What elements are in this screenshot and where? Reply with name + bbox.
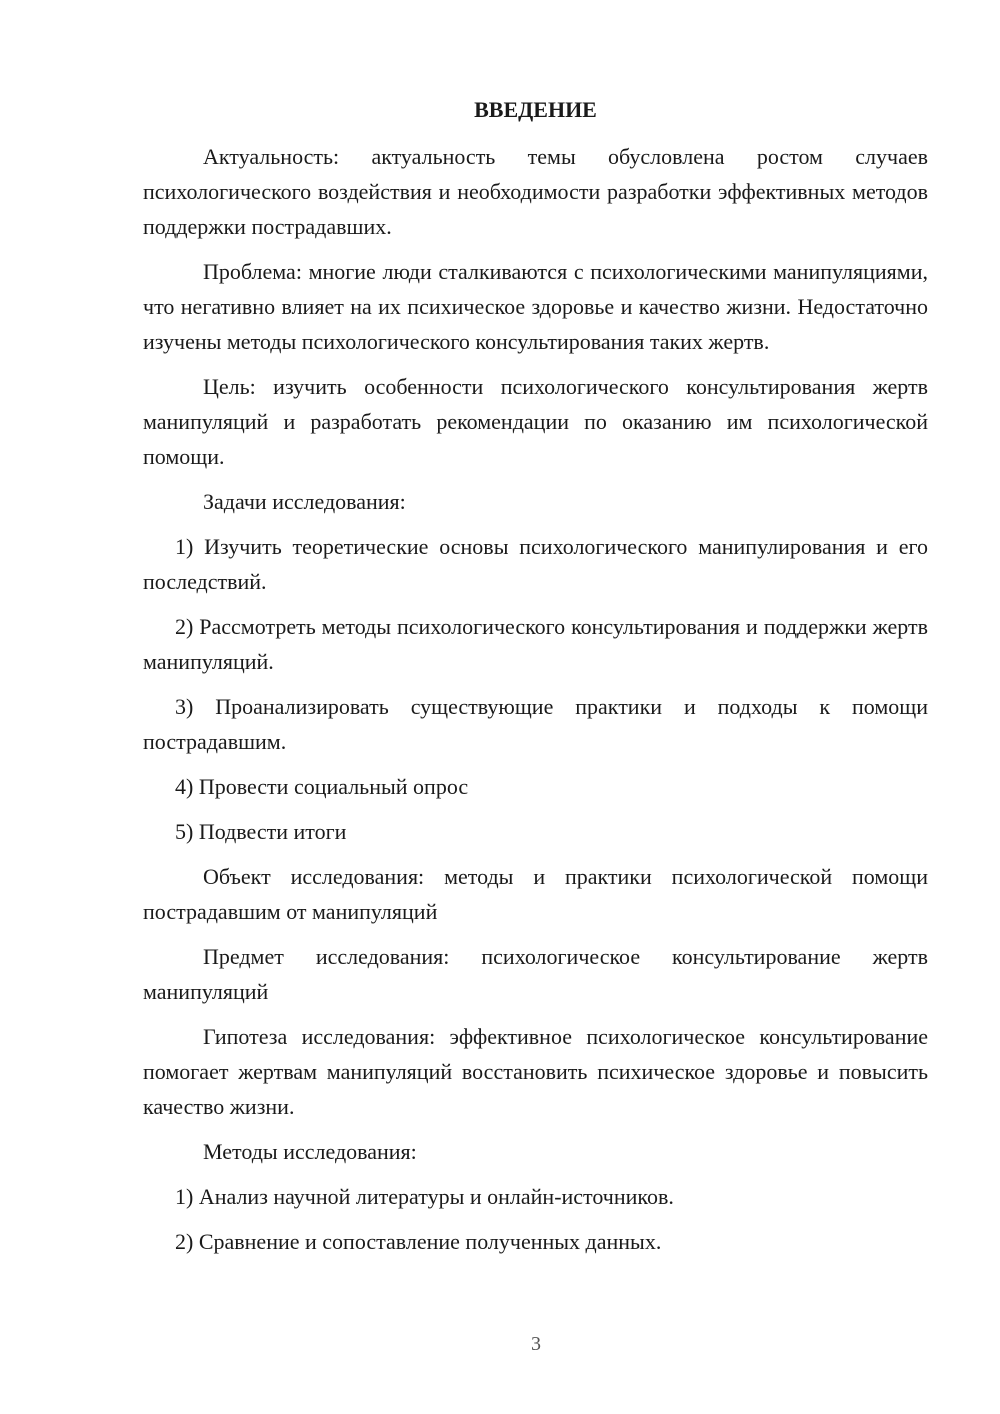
task-item: 4) Провести социальный опрос [175,774,469,799]
document-body [143,92,928,1269]
hypothesis-paragraph: Гипотеза исследования: эффективное психологическое консультирование помогает жертвам манипуляций восстановить психическое здоровье и повысить качество жизни. [143,1024,928,1119]
page-number: 3 [531,1333,541,1355]
task-item: 3) Проанализировать существующие практики и подходы к помощи пострадавшим. [143,694,928,754]
method-item: 2) Сравнение и сопоставление полученных данных. [175,1229,662,1254]
object-paragraph: Объект исследования: методы и практики психологической помощи пострадавшим от манипуляций [143,864,928,924]
methods-title: Методы исследования: [203,1139,417,1164]
subject-paragraph: Предмет исследования: психологическое консультирование жертв манипуляций [143,944,928,1004]
method-item: 1) Анализ научной литературы и онлайн-источников. [175,1184,674,1209]
task-item: 1) Изучить теоретические основы психологического манипулирования и его последствий. [143,534,928,594]
relevance-paragraph: Актуальность: актуальность темы обусловлена ростом случаев психологического воздействия и необходимости разработки эффективных методов поддержки пострадавших. [143,144,928,239]
problem-paragraph: Проблема: многие люди сталкиваются с психологическими манипуляциями, что негативно влияет на их психическое здоровье и качество жизни. Недостаточно изучены методы психологического консультирования таких жертв. [143,259,928,354]
section-heading: ВВЕДЕНИЕ [474,97,597,122]
tasks-title: Задачи исследования: [203,489,406,514]
task-item: 5) Подвести итоги [175,819,347,844]
task-item: 2) Рассмотреть методы психологического консультирования и поддержки жертв манипуляций. [143,614,928,674]
goal-paragraph: Цель: изучить особенности психологического консультирования жертв манипуляций и разработать рекомендации по оказанию им психологической помощи. [143,374,928,469]
